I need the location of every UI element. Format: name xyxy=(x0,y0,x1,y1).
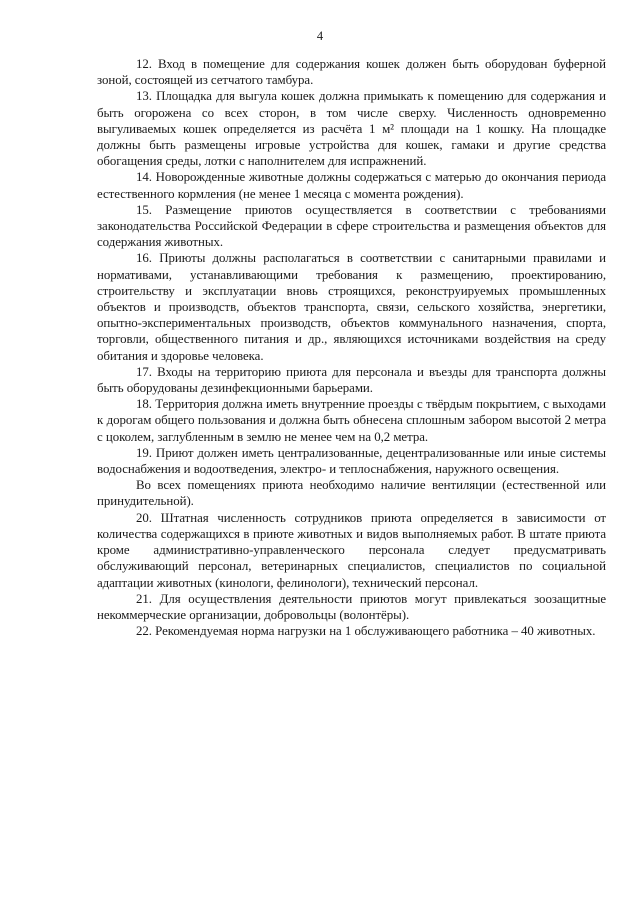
paragraph-12: 12. Вход в помещение для содержания кошек должен быть оборудован буферной зоной, состоящей из сетчатого тамбура. xyxy=(97,57,606,88)
paragraph-22: 22. Рекомендуемая норма нагрузки на 1 обслуживающего работника – 40 животных. xyxy=(136,624,596,639)
document-body xyxy=(97,56,606,639)
paragraph-19: 19. Приют должен иметь централизованные, децентрализованные или иные системы водоснабжения и водоотведения, электро- и теплоснабжения, наружного освещения. xyxy=(97,445,606,477)
paragraph-18: 18. Территория должна иметь внутренние проезды с твёрдым покрытием, с выходами к дорогам общего пользования и должна быть обнесена сплошным забором высотой 2 метра с цоколем, заглубленным в землю не менее чем на 0,2 метра. xyxy=(97,397,606,444)
paragraph-ventilation: Во всех помещениях приюта необходимо наличие вентиляции (естественной или принудительной). xyxy=(97,478,606,509)
paragraph-14: 14. Новорожденные животные должны содержаться с матерью до окончания периода естественного кормления (не менее 1 месяца с момента рождения). xyxy=(97,170,606,201)
paragraph-17: 17. Входы на территорию приюта для персонала и въезды для транспорта должны быть оборудованы дезинфекционными барьерами. xyxy=(97,364,606,396)
paragraph-13: 13. Площадка для выгула кошек должна примыкать к помещению для содержания и быть огорожена со всех сторон, в том числе сверху. Численность одновременно выгуливаемых кошек определяется из расчёта 1 м² площади на 1 кошку. На площадке должны быть размещены игровые устройства для кошек, гамаки и другие средства обогащения среды, лотки с наполнителем для испражнений. xyxy=(97,89,606,169)
paragraph-21: 21. Для осуществления деятельности приютов могут привлекаться зоозащитные некоммерческие организации, добровольцы (волонтёры). xyxy=(97,591,606,622)
page-number: 4 xyxy=(316,29,324,43)
paragraph-15: 15. Размещение приютов осуществляется в соответствии с требованиями законодательства Российской Федерации в сфере строительства и размещения объектов для содержания животных. xyxy=(97,202,606,250)
paragraph-20: 20. Штатная численность сотрудников приюта определяется в зависимости от количества содержащихся в приюте животных и видов выполняемых работ. В штате приюта кроме административно-управленческого персонала следует предусматривать обслуживающий персонал, ветеринарных специалистов, специалистов по социальной адаптации животных (кинологи, фелинологи), технический персонал. xyxy=(97,510,606,590)
paragraph-16: 16. Приюты должны располагаться в соответствии с санитарными правилами и нормативами, устанавливающими требования к размещению, проектированию, строительству и эксплуатации вновь строящихся, реконструируемых промышленных объектов и производств, объектов транспорта, связи, сельского хозяйства, энергетики, опытно-экспериментальных производств, объектов коммунального назначения, спорта, торговли, общественного питания и др., являющихся источниками воздействия на среду обитания и здоровье человека. xyxy=(97,251,606,363)
